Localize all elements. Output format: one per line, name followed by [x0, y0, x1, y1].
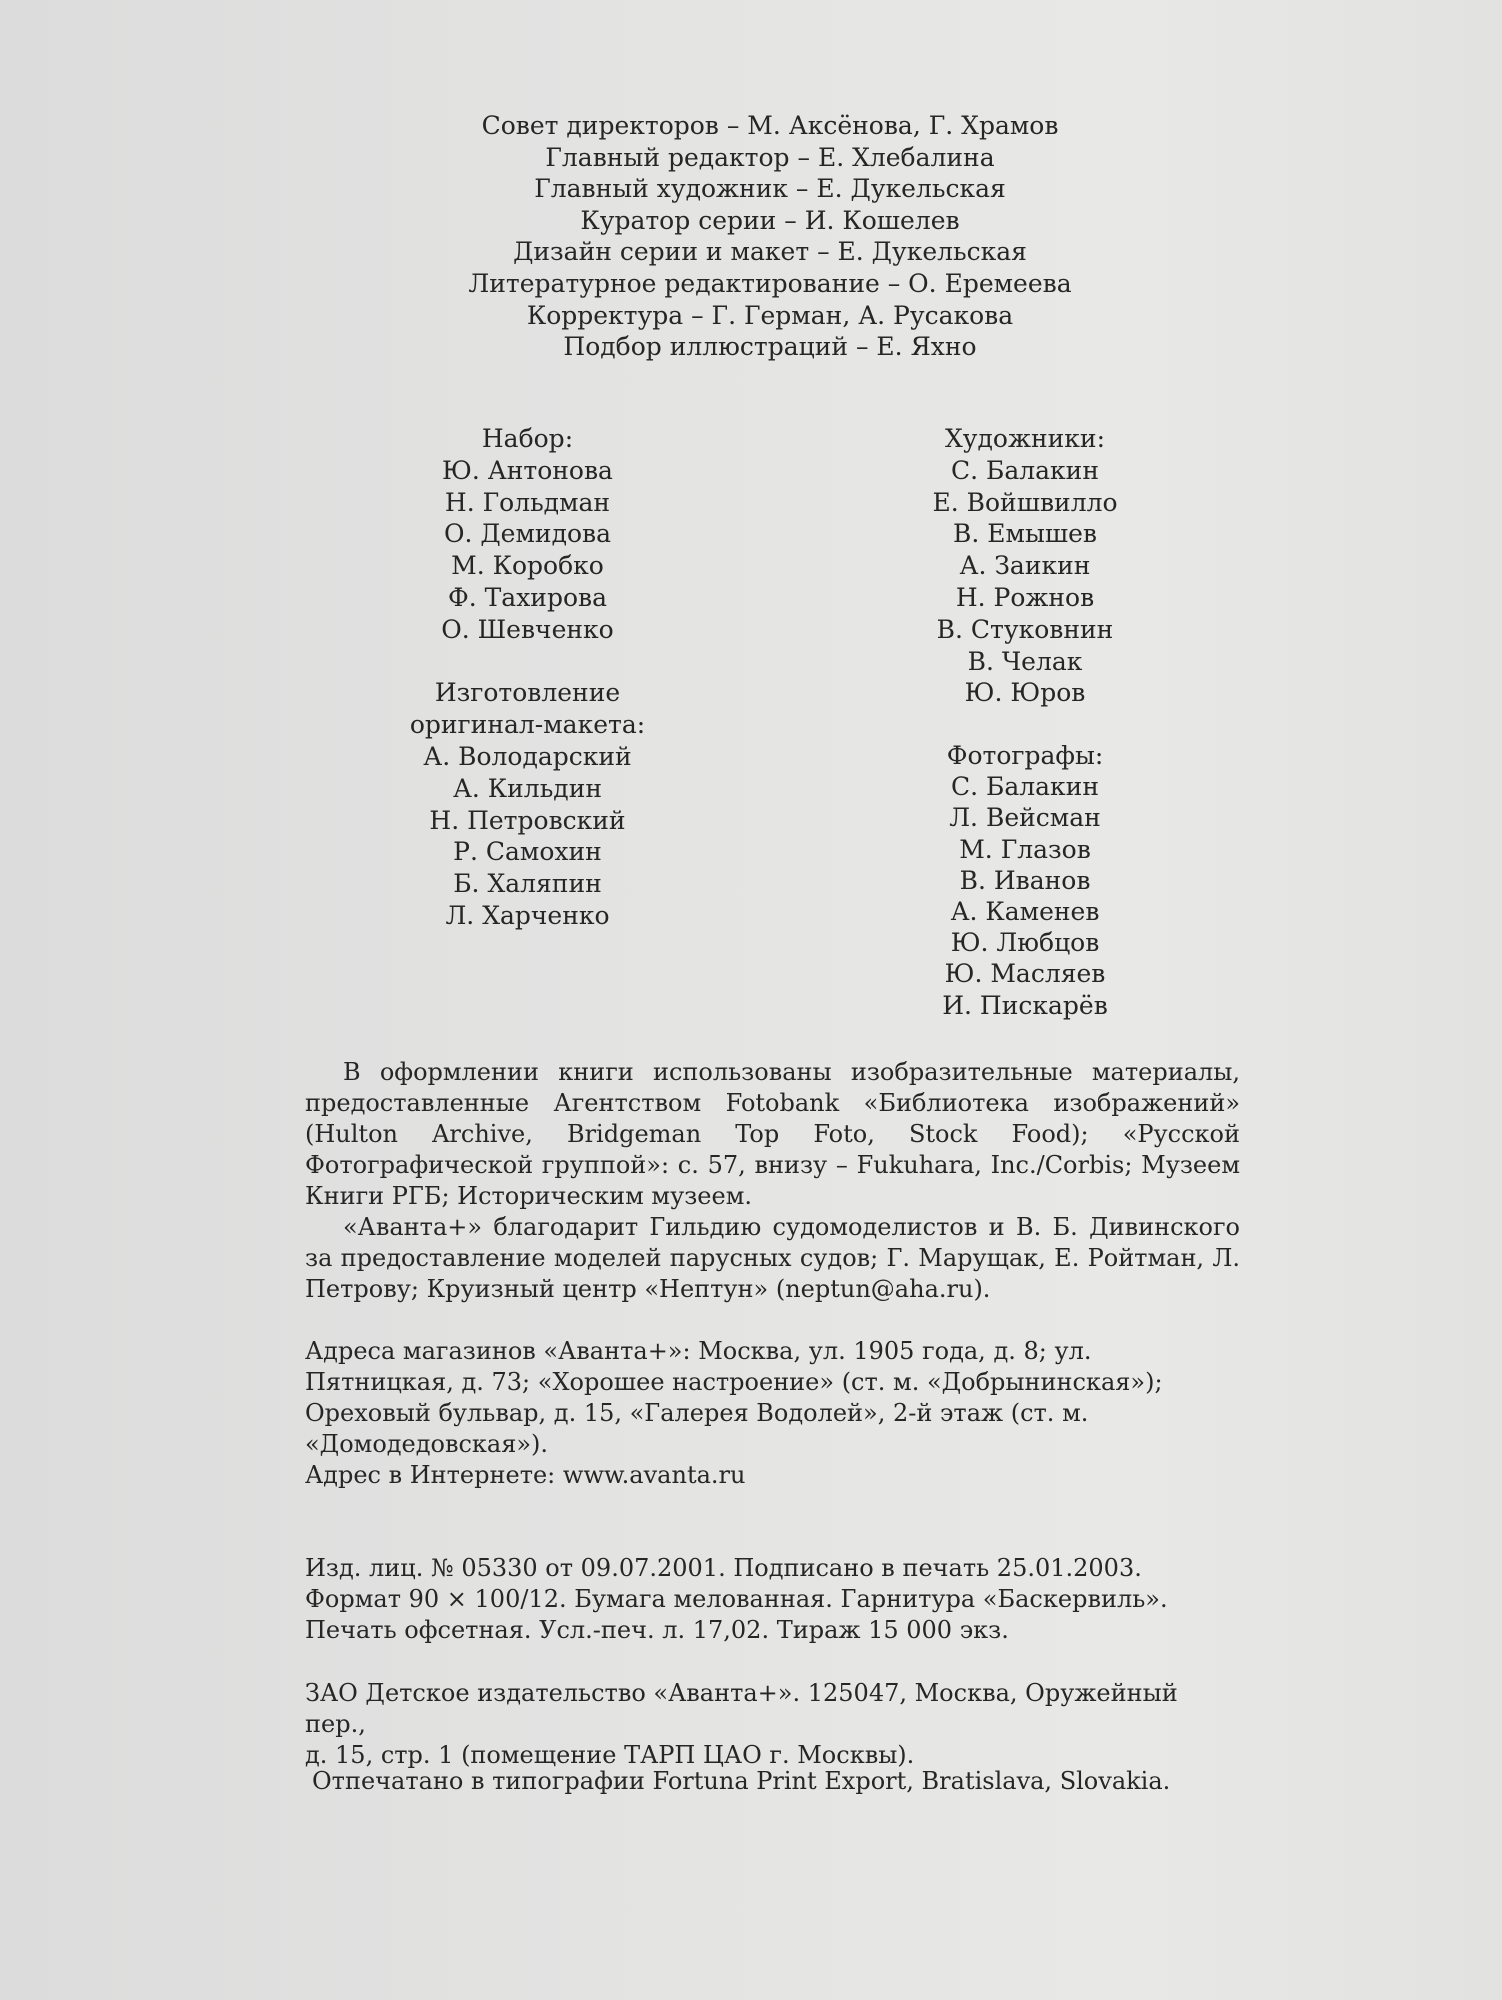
thanks-paragraph: «Аванта+» благодарит Гильдию судомоделистов и В. Б. Дивинского за предоставление моделей парусных судов; Г. Марущак, Е. Ройтман, Л. Петрову; Круизный центр «Нептун» (neptun@aha.ru).: [305, 1213, 1240, 1303]
publisher-line: д. 15, стр. 1 (помещение ТАРП ЦАО г. Москвы).: [305, 1741, 915, 1769]
printer-info: Отпечатано в типографии Fortuna Print Export, Bratislava, Slovakia.: [312, 1767, 1171, 1795]
typesetting-heading: Набор:: [481, 424, 574, 453]
artists-column: [905, 423, 1145, 709]
editorial-staff: [380, 110, 1160, 363]
typesetter-name: Ю. Антонова: [442, 455, 613, 485]
spacer: [400, 646, 655, 678]
publisher-line: ЗАО Детское издательство «Аванта+». 125047, Москва, Оружейный пер.,: [305, 1679, 1178, 1738]
artist-name: С. Балакин: [950, 455, 1100, 485]
artist-name: А. Заикин: [959, 551, 1091, 581]
staff-line: Куратор серии – И. Кошелев: [580, 205, 960, 235]
layout-maker-name: Р. Самохин: [453, 837, 602, 867]
left-column: [400, 423, 655, 932]
shop-addresses: Адреса магазинов «Аванта+»: Москва, ул. 1905 года, д. 8; ул. Пятницкая, д. 73; «Хорошее настроение» (ст. м. «Добрынинская»); Ореховый бульвар, д. 15, «Галерея Водолей», 2-й этаж (ст. м. «Домодедовская»).: [305, 1337, 1163, 1458]
layout-heading-line: оригинал-макета:: [409, 710, 646, 740]
photographers-column: [905, 740, 1145, 1021]
staff-line: Корректура – Г. Герман, А. Русакова: [526, 300, 1014, 330]
staff-line: Дизайн серии и макет – Е. Дукельская: [513, 237, 1027, 267]
layout-heading-line: Изготовление: [434, 678, 621, 708]
staff-line: Подбор иллюстраций – Е. Яхно: [563, 332, 977, 362]
typesetter-name: М. Коробко: [451, 551, 604, 581]
artist-name: В. Челак: [967, 646, 1083, 676]
photographer-name: И. Пискарёв: [942, 990, 1108, 1020]
typesetter-name: О. Демидова: [443, 519, 612, 549]
publisher-block: [305, 1678, 1240, 1771]
photographer-name: М. Глазов: [959, 834, 1091, 864]
credits-section: [305, 1057, 1240, 1305]
typesetter-name: Ф. Тахирова: [447, 582, 608, 612]
imprint-line: Изд. лиц. № 05330 от 09.07.2001. Подписано в печать 25.01.2003.: [305, 1554, 1142, 1582]
photographer-name: В. Иванов: [959, 865, 1091, 895]
staff-line: Главный художник – Е. Дукельская: [534, 174, 1006, 204]
imprint-block: [305, 1553, 1240, 1646]
photographer-name: Ю. Масляев: [944, 959, 1106, 989]
artists-heading: Художники:: [945, 424, 1105, 453]
typesetter-name: Н. Гольдман: [444, 487, 611, 517]
artist-name: Н. Рожнов: [955, 582, 1095, 612]
layout-maker-name: А. Володарский: [423, 741, 632, 771]
photographers-heading: Фотографы:: [946, 741, 1104, 770]
imprint-line: Печать офсетная. Усл.-печ. л. 17,02. Тираж 15 000 экз.: [305, 1616, 1009, 1644]
staff-line: Совет директоров – М. Аксёнова, Г. Храмов: [481, 111, 1059, 140]
imprint-line: Формат 90 × 100/12. Бумага мелованная. Гарнитура «Баскервиль».: [305, 1585, 1168, 1613]
layout-maker-name: Н. Петровский: [429, 805, 626, 835]
staff-line: Литературное редактирование – О. Еремеева: [468, 268, 1072, 298]
photographer-name: А. Каменев: [950, 897, 1100, 927]
layout-maker-name: Б. Халяпин: [453, 869, 602, 899]
photographer-name: Л. Вейсман: [949, 803, 1101, 833]
artist-name: Е. Войшвилло: [932, 487, 1118, 517]
artist-name: Ю. Юров: [964, 678, 1086, 708]
layout-maker-name: А. Кильдин: [452, 773, 603, 803]
photographer-name: С. Балакин: [950, 772, 1100, 802]
layout-maker-name: Л. Харченко: [445, 900, 610, 930]
typesetter-name: О. Шевченко: [441, 614, 614, 644]
artist-name: В. Емышев: [953, 519, 1097, 549]
artist-name: В. Стуковнин: [936, 614, 1114, 644]
website-address: Адрес в Интернете: www.avanta.ru: [305, 1461, 746, 1489]
staff-line: Главный редактор – Е. Хлебалина: [545, 142, 995, 172]
photographer-name: Ю. Любцов: [950, 928, 1100, 958]
credits-paragraph: В оформлении книги использованы изобразительные материалы, предоставленные Агентством Fotobank «Библиотека изображений» (Hulton Archive, Bridgeman Top Foto, Stock Food); «Русской Фотографической группой»: с. 57, внизу – Fukuhara, Inc./Corbis; Музеем Книги РГБ; Историческим музеем.: [305, 1058, 1240, 1210]
